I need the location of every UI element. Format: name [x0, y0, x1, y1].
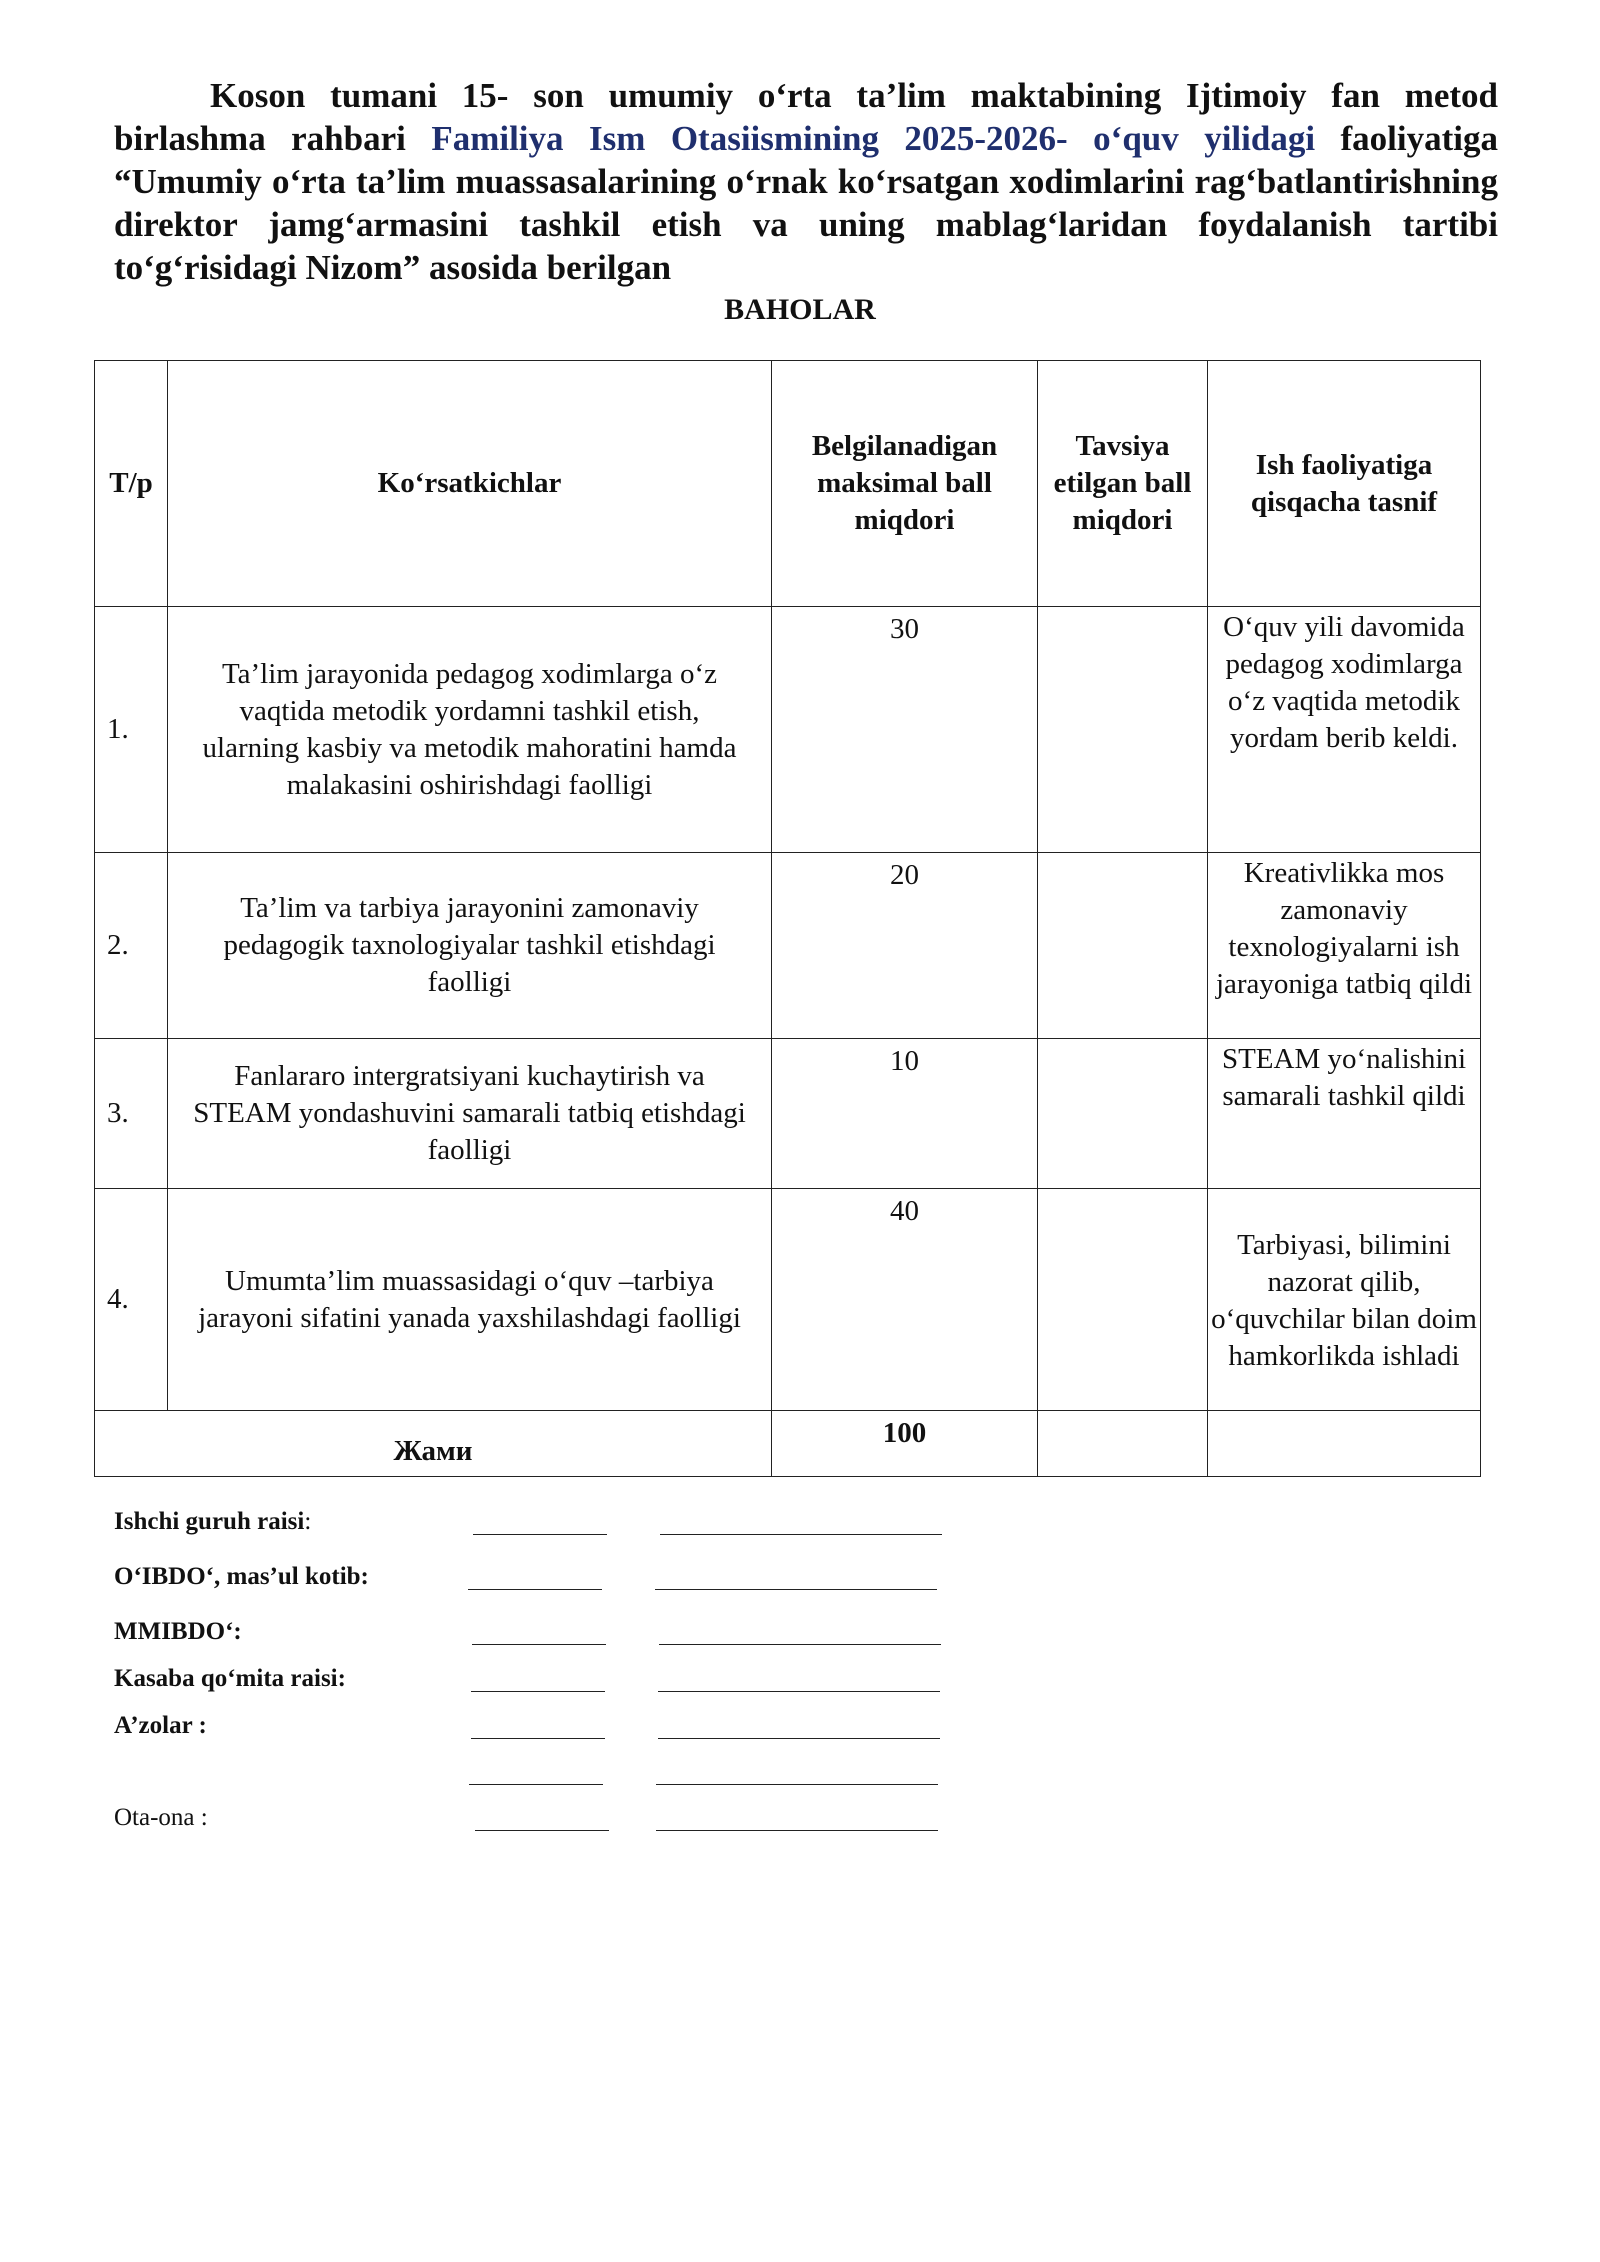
header-indicators: Ko‘rsatkichlar — [168, 361, 772, 607]
document-title: BAHOLAR — [724, 293, 876, 326]
signature-label: Ota-ona : — [114, 1804, 208, 1831]
signature-blank-long[interactable] — [658, 1738, 940, 1739]
signature-blank-long[interactable] — [659, 1644, 941, 1645]
signature-label: O‘IBDO‘, mas’ul kotib: — [114, 1563, 369, 1590]
heading-part2: faoliyatiga “Umumiy o‘rta ta’lim muassasalarining o‘rnak ko‘rsatgan xodimlarini rag‘batlantirishning direktor jamg‘armasini tashkil etish va uning mablag‘laridan foydalanish tartibi to‘g‘risidagi Nizom” asosida berilgan — [114, 119, 1498, 287]
row-max-score: 10 — [772, 1039, 1038, 1189]
signature-line-secretary — [114, 1562, 1014, 1596]
row-max-score: 40 — [772, 1189, 1038, 1411]
signature-blank-short[interactable] — [468, 1589, 602, 1590]
signature-blank-short[interactable] — [471, 1738, 605, 1739]
signature-blank-long[interactable] — [660, 1534, 942, 1535]
row-number: 2. — [95, 853, 168, 1039]
table-total-row — [95, 1411, 1481, 1477]
total-recommended-score — [1038, 1411, 1208, 1477]
signature-blank-short[interactable] — [469, 1784, 603, 1785]
table-header-row — [95, 361, 1481, 607]
signature-blank-long[interactable] — [656, 1784, 938, 1785]
table-row — [95, 853, 1481, 1039]
row-description: O‘quv yili davomida pedagog xodimlarga o‘z vaqtida metodik yordam berib keldi. — [1208, 607, 1481, 853]
row-recommended-score — [1038, 1189, 1208, 1411]
signature-blank-short[interactable] — [473, 1534, 607, 1535]
row-indicator: Ta’lim jarayonida pedagog xodimlarga o‘z vaqtida metodik yordamni tashkil etish, ularning kasbiy va metodik mahoratini hamda malakasini oshirishdagi faolligi — [168, 607, 772, 853]
header-recommended-score: Tavsiya etilgan ball miqdori — [1038, 361, 1208, 607]
row-number: 1. — [95, 607, 168, 853]
row-max-score: 30 — [772, 607, 1038, 853]
table-row — [95, 1039, 1481, 1189]
total-max-score: 100 — [772, 1411, 1038, 1477]
row-description: Tarbiyasi, bilimini nazorat qilib, o‘quvchilar bilan doim hamkorlikda ishladi — [1208, 1189, 1481, 1411]
header-tp: T/p — [95, 361, 168, 607]
signature-line-parent — [114, 1803, 1014, 1837]
signature-line-mmibdo — [114, 1617, 1014, 1651]
signature-label: MMIBDO‘: — [114, 1618, 242, 1645]
total-description — [1208, 1411, 1481, 1477]
row-max-score: 20 — [772, 853, 1038, 1039]
row-description: STEAM yo‘nalishini samarali tashkil qildi — [1208, 1039, 1481, 1189]
grades-table — [94, 360, 1481, 1477]
signature-blank-long[interactable] — [656, 1830, 938, 1831]
heading-part1: Koson tumani 15- son umumiy o‘rta ta’lim maktabining Ijtimoiy fan metod birlashma rahbari — [114, 76, 1498, 158]
signature-label: A’zolar : — [114, 1712, 207, 1739]
header-description: Ish faoliyatiga qisqacha tasnif — [1208, 361, 1481, 607]
total-label: Жами — [95, 1411, 772, 1477]
table-row — [95, 607, 1481, 853]
header-max-score: Belgilanadigan maksimal ball miqdori — [772, 361, 1038, 607]
signature-line-union-chair — [114, 1664, 1014, 1698]
row-number: 4. — [95, 1189, 168, 1411]
row-recommended-score — [1038, 853, 1208, 1039]
row-recommended-score — [1038, 1039, 1208, 1189]
signature-blank-short[interactable] — [472, 1644, 606, 1645]
row-description: Kreativlikka mos zamonaviy texnologiyalarni ish jarayoniga tatbiq qildi — [1208, 853, 1481, 1039]
row-recommended-score — [1038, 607, 1208, 853]
table-row — [95, 1189, 1481, 1411]
signature-line-chairman — [114, 1507, 1014, 1541]
signature-blank-short[interactable] — [471, 1691, 605, 1692]
heading-name-year: Familiya Ism Otasiismining 2025-2026- o‘quv yilidagi — [431, 119, 1316, 158]
row-indicator: Ta’lim va tarbiya jarayonini zamonaviy pedagogik taxnologiyalar tashkil etishdagi faolligi — [168, 853, 772, 1039]
signature-blank-long[interactable] — [655, 1589, 937, 1590]
signature-line-member-extra — [114, 1757, 1014, 1791]
signature-line-members — [114, 1711, 1014, 1745]
row-indicator: Fanlararo intergratsiyani kuchaytirish va STEAM yondashuvini samarali tatbiq etishdagi faolligi — [168, 1039, 772, 1189]
signature-label: Kasaba qo‘mita raisi: — [114, 1665, 346, 1692]
row-number: 3. — [95, 1039, 168, 1189]
row-indicator: Umumta’lim muassasidagi o‘quv –tarbiya jarayoni sifatini yanada yaxshilashdagi faolligi — [168, 1189, 772, 1411]
signature-label: Ishchi guruh raisi: — [114, 1508, 312, 1535]
document-heading — [114, 74, 1498, 289]
signature-blank-long[interactable] — [658, 1691, 940, 1692]
signature-blank-short[interactable] — [475, 1830, 609, 1831]
